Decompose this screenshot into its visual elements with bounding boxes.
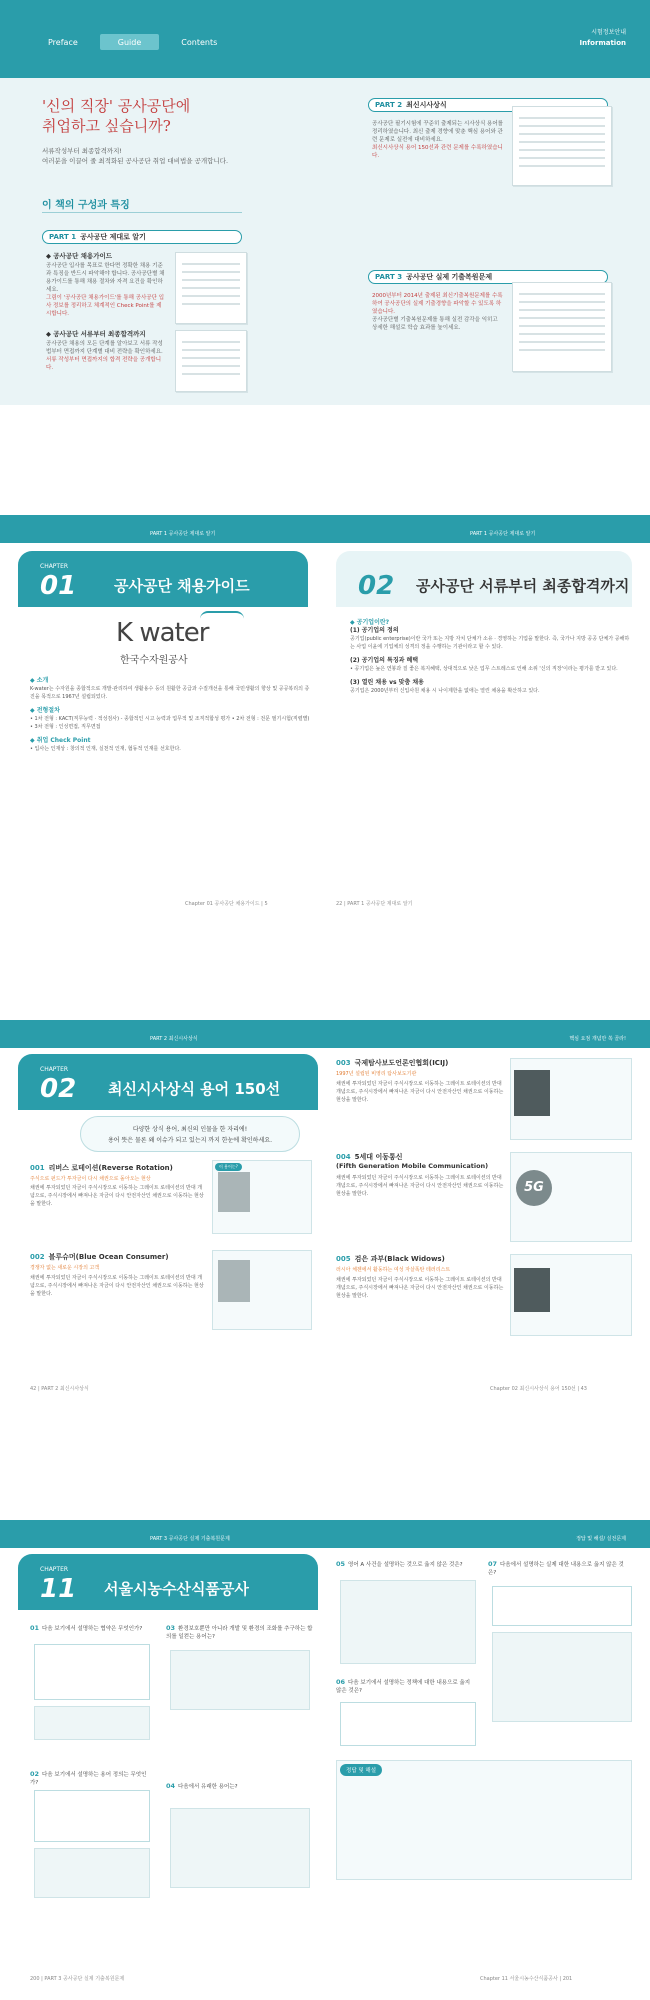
left-heading-1: ◆ 소개 bbox=[30, 677, 49, 684]
question-text: 다음 보기에서 설명하는 협약은 무엇인가? bbox=[42, 1626, 143, 1632]
question-06 bbox=[336, 1678, 476, 1695]
part1-body2: 공사공단 채용의 모든 단계를 알아보고 서류 작성법부터 면접까지 단계별 대비 전략을 확인하세요. bbox=[46, 341, 163, 355]
term-005-title bbox=[336, 1254, 445, 1264]
question-04-options bbox=[170, 1808, 310, 1888]
part1-title: 공사공단 제대로 알기 bbox=[80, 233, 146, 241]
part3-title: 공사공단 실제 기출복원문제 bbox=[406, 273, 493, 281]
question-03-options bbox=[170, 1650, 310, 1710]
term-003-subtitle: 1997년 설립된 비영리 탐사보도기관 bbox=[336, 1071, 417, 1077]
term-name: 국제탐사보도언론인협회(ICIJ) bbox=[354, 1059, 449, 1067]
chapter-11-header bbox=[18, 1554, 318, 1610]
nav-section-label bbox=[580, 28, 626, 49]
term-001-photo bbox=[218, 1172, 250, 1212]
term-005-photo bbox=[514, 1268, 550, 1312]
question-05-options bbox=[340, 1580, 476, 1664]
part2-highlight: 최신시사상식 용어 150선과 관련 문제를 수록하였습니다. bbox=[372, 145, 503, 159]
term-name: 블루슈머(Blue Ocean Consumer) bbox=[48, 1253, 169, 1261]
term-005-body: 채권에 투자되었던 자금이 주식시장으로 이동하는 그레이트 로테이션의 반대 개념으로, 주식시장에서 빠져나온 자금이 다시 안전자산인 채권으로 이동하는 현상을 말한다. bbox=[336, 1277, 504, 1299]
intro-desc-line1: 서류작성부터 최종합격까지! bbox=[42, 147, 123, 155]
question-number: 05 bbox=[336, 1560, 346, 1568]
question-01 bbox=[30, 1624, 150, 1633]
question-02 bbox=[30, 1770, 150, 1787]
bar-label-left: PART 1 공사공단 제대로 알기 bbox=[150, 531, 216, 537]
intro-lead bbox=[42, 96, 262, 166]
question-number: 02 bbox=[30, 1770, 40, 1778]
chapter-title: 공사공단 서류부터 최종합격까지 bbox=[416, 577, 630, 595]
logo-text: K water bbox=[116, 618, 209, 648]
chapter-number: 01 bbox=[40, 571, 77, 601]
part3-body: 공사공단별 기출복원문제를 통해 실전 감각을 익히고 상세한 해설로 학습 효과를 높이세요. bbox=[372, 317, 498, 331]
answer-panel bbox=[336, 1760, 632, 1880]
question-02-box bbox=[34, 1790, 150, 1842]
question-text: 다음에서 설명하는 실제 대한 내용으로 옳지 않은 것은? bbox=[488, 1562, 624, 1576]
chapter-label: CHAPTER bbox=[40, 1566, 69, 1573]
part2-body: 공사공단 필기시험에 꾸준히 출제되는 시사상식 용어를 정리하였습니다. 최신 출제 경향에 맞춘 핵심 용어와 관련 문제로 실전에 대비하세요. bbox=[372, 121, 503, 143]
divider bbox=[42, 212, 242, 213]
term-001-title bbox=[30, 1163, 173, 1173]
left-heading-2: ◆ 전형절차 bbox=[30, 707, 60, 714]
term-004-body: 채권에 투자되었던 자금이 주식시장으로 이동하는 그레이트 로테이션의 반대 개념으로, 주식시장에서 빠져나온 자금이 다시 안전자산인 채권으로 이동하는 현상을 말한다. bbox=[336, 1175, 504, 1197]
term-name: 5세대 이동통신 bbox=[354, 1153, 403, 1161]
right-subheading-1: (1) 공기업의 정의 bbox=[350, 627, 399, 634]
term-005-subtitle: 러시아 체첸에서 활동하는 여성 자살폭탄 테러리스트 bbox=[336, 1267, 451, 1273]
answer-panel-title: 정답 및 해설 bbox=[340, 1764, 382, 1776]
spread-exam bbox=[0, 1520, 650, 2000]
part1-highlight2: 서류 작성부터 면접까지의 합격 전략을 공개합니다. bbox=[46, 357, 162, 371]
intro-banner bbox=[80, 1116, 300, 1152]
side-label-badge: 이 용어는? bbox=[215, 1163, 242, 1171]
right-subheading-2: (2) 공기업의 특징과 혜택 bbox=[350, 657, 419, 664]
term-number: 003 bbox=[336, 1059, 351, 1067]
part-bar bbox=[0, 1520, 650, 1548]
right-para-2: • 공기업은 높은 연봉과 질 좋은 복지혜택, 상대적으로 낮은 업무 스트레스로 인해 소위 '신의 직장'이라는 평가를 받고 있다. bbox=[350, 666, 618, 672]
chapter-02-header bbox=[336, 551, 632, 607]
term-number: 004 bbox=[336, 1153, 351, 1161]
part2-title: 최신시사상식 bbox=[406, 101, 447, 109]
question-number: 03 bbox=[166, 1624, 176, 1632]
part1-sub2: ◆ 공사공단 서류부터 최종합격까지 bbox=[46, 330, 146, 338]
page-footer-right: Chapter 02 최신시사상식 용어 150선 | 43 bbox=[490, 1386, 587, 1392]
question-number: 04 bbox=[166, 1782, 176, 1790]
intro-desc-line2: 여러분을 이끌어 줄 최적화된 공사공단 취업 대비법을 공개합니다. bbox=[42, 157, 229, 165]
term-number: 001 bbox=[30, 1164, 45, 1172]
question-01-options bbox=[34, 1706, 150, 1740]
page-footer-left: Chapter 01 공사공단 채용가이드 | 5 bbox=[185, 901, 268, 907]
right-para-3: 공기업은 2000년부터 신입사원 채용 시 나이제한을 없애는 열린 채용을 확산하고 있다. bbox=[350, 688, 540, 694]
logo-subtitle: 한국수자원공사 bbox=[120, 655, 188, 666]
logo-wave-icon bbox=[200, 611, 244, 619]
part1-block2 bbox=[46, 330, 166, 372]
section-title: 이 책의 구성과 특징 bbox=[42, 200, 130, 211]
spread-chapter-1-2 bbox=[0, 515, 650, 915]
part-bar bbox=[0, 515, 650, 543]
question-06-box bbox=[340, 1702, 476, 1746]
term-001-subtitle: 주식으로 펀드가 투자금이 다시 채권으로 돌아오는 현상 bbox=[30, 1176, 151, 1182]
term-number: 002 bbox=[30, 1253, 45, 1261]
left-para-3: • 입사는 인재상 : 창의적 인재, 실천적 인재, 협동적 인재를 선호한다. bbox=[30, 746, 181, 752]
chapter-number: 02 bbox=[358, 571, 395, 601]
chapter-label: CHAPTER bbox=[40, 1066, 69, 1073]
part1-num: PART 1 bbox=[49, 233, 77, 241]
chapter-title: 서울시농수산식품공사 bbox=[104, 1580, 249, 1598]
question-number: 07 bbox=[488, 1560, 498, 1568]
question-number: 01 bbox=[30, 1624, 40, 1632]
part1-body1: 공사공단 입사를 목표로 한다면 정확한 채용 기준과 특징을 반드시 파악해야 합니다. 공사공단별 채용가이드를 통해 채용 절차와 자격 요건을 확인하세요. bbox=[46, 263, 165, 293]
banner-line2: 용어 뜻은 물론 왜 이슈가 되고 있는지 까지 한눈에 확인하세요. bbox=[108, 1137, 272, 1144]
question-03 bbox=[166, 1624, 316, 1641]
bar-label-right: PART 1 공사공단 제대로 알기 bbox=[470, 531, 536, 537]
tab-contents[interactable]: Contents bbox=[181, 38, 218, 47]
page-footer-left: 200 | PART 3 공사공단 실제 기출복원문제 bbox=[30, 1976, 125, 1982]
part3-num: PART 3 bbox=[375, 273, 403, 281]
right-subheading-3: (3) 열린 채용 vs 맞춤 채용 bbox=[350, 679, 424, 686]
question-01-box bbox=[34, 1644, 150, 1700]
term-003-body: 채권에 투자되었던 자금이 주식시장으로 이동하는 그레이트 로테이션의 반대 개념으로, 주식시장에서 빠져나온 자금이 다시 안전자산인 채권으로 이동하는 현상을 말한다. bbox=[336, 1081, 504, 1103]
left-para-1: K-water는 수자원을 종합적으로 개발·관리하여 생활용수 등의 원활한 공급과 수질개선을 통해 국민생활의 향상 및 공공복리의 증진을 목적으로 1967년 설립되었다. bbox=[30, 686, 310, 700]
guide-page bbox=[0, 0, 650, 405]
spread-terms bbox=[0, 1020, 650, 1400]
question-07 bbox=[488, 1560, 632, 1577]
left-heading-3: ◆ 취업 Check Point bbox=[30, 737, 91, 744]
question-text: 다음 보기에서 설명하는 용어 정의는 무엇인가? bbox=[30, 1772, 147, 1786]
question-07-options bbox=[492, 1632, 632, 1722]
term-002-body: 채권에 투자되었던 자금이 주식시장으로 이동하는 그레이트 로테이션의 반대 개념으로, 주식시장에서 빠져나온 자금이 다시 안전자산인 채권으로 이동하는 현상을 말한다. bbox=[30, 1275, 204, 1297]
term-number: 005 bbox=[336, 1255, 351, 1263]
intro-title bbox=[42, 96, 262, 136]
bar-label-right: 정답 및 해설/ 실전문제 bbox=[576, 1536, 626, 1542]
kwater-logo bbox=[116, 618, 208, 648]
question-text: 환경보호뿐만 아니라 개발 및 환경의 조화를 추구하는 합의를 일컫는 용어는? bbox=[166, 1626, 313, 1640]
chapter-title: 공사공단 채용가이드 bbox=[114, 577, 250, 595]
page-footer-left: 42 | PART 2 최신시사상식 bbox=[30, 1386, 89, 1392]
nav-section-en: Information bbox=[579, 39, 626, 47]
part3-highlight: 2000년부터 2014년 출제된 최신기출복원문제를 수록하여 공사공단의 실제 기출경향을 파악할 수 있도록 하였습니다. bbox=[372, 293, 503, 315]
term-003-title bbox=[336, 1058, 448, 1068]
question-number: 06 bbox=[336, 1678, 346, 1686]
term-004-title bbox=[336, 1152, 403, 1162]
left-para-2: • 1차 전형 : KACT(직무능력 · 적성검사) - 종합적인 시고 능력과 업무적 및 조직적합성 평가 • 2차 전형 : 전문 필기시험(직렬별) • 3차 전형 : 인성면접, 직무면접 bbox=[30, 716, 310, 730]
part1-highlight1: 그림이 '공사공단 채용가이드'를 통해 공사공단 입사 정보를 정리하고 체계적인 Check Point를 제시합니다. bbox=[46, 295, 165, 317]
part1-sub1: ◆ 공사공단 채용가이드 bbox=[46, 252, 113, 260]
top-nav-bar bbox=[0, 0, 650, 78]
tab-guide[interactable]: Guide bbox=[100, 34, 160, 50]
intro-title-line2: 취업하고 싶습니까? bbox=[42, 117, 171, 135]
nav-section-ko: 시험정보안내 bbox=[591, 29, 626, 36]
term-002-title bbox=[30, 1252, 169, 1262]
chapter-01-header bbox=[18, 551, 308, 607]
chapter-number: 11 bbox=[40, 1574, 77, 1604]
right-heading-1: ◆ 공기업이란? bbox=[350, 619, 390, 626]
part3-thumb bbox=[512, 282, 612, 372]
term-003-photo bbox=[514, 1070, 550, 1116]
term-002-photo bbox=[218, 1260, 250, 1302]
chapter-label: CHAPTER bbox=[40, 563, 69, 570]
chapter-title: 최신시사상식 용어 150선 bbox=[108, 1080, 281, 1098]
term-name: 검은 과부(Black Widows) bbox=[354, 1255, 445, 1263]
question-07-box bbox=[492, 1586, 632, 1626]
5g-badge-text: 5G bbox=[524, 1180, 544, 1195]
page-footer-right: Chapter 11 서울시농수산식품공사 | 201 bbox=[480, 1976, 573, 1982]
part-bar bbox=[0, 1020, 650, 1048]
part1-pill bbox=[42, 230, 242, 244]
part2-block bbox=[372, 120, 504, 160]
part1-thumb1 bbox=[175, 252, 247, 324]
part2-num: PART 2 bbox=[375, 101, 403, 109]
question-text: 다음에서 유래한 용어는? bbox=[178, 1784, 238, 1790]
intro-desc bbox=[42, 146, 262, 166]
right-content bbox=[350, 619, 630, 695]
question-04 bbox=[166, 1782, 316, 1791]
part1-block1 bbox=[46, 252, 166, 318]
term-002-subtitle: 경쟁자 없는 새로운 시장의 고객 bbox=[30, 1265, 100, 1271]
5g-icon bbox=[516, 1170, 552, 1206]
left-content bbox=[30, 677, 310, 753]
bar-label: PART 2 최신시사상식 bbox=[150, 1036, 198, 1042]
bar-label-right: 핵심 요점 개념만 쏙 골라! bbox=[569, 1036, 626, 1042]
tab-preface[interactable]: Preface bbox=[48, 38, 78, 47]
question-text: 다음 보기에서 설명하는 정책에 대한 내용으로 옳지 않은 것은? bbox=[336, 1680, 471, 1694]
chapter-number: 02 bbox=[40, 1074, 77, 1104]
intro-title-line1: '신의 직장' 공사공단에 bbox=[42, 97, 191, 115]
part1-thumb2 bbox=[175, 330, 247, 392]
question-05 bbox=[336, 1560, 476, 1569]
term-004-subtitle: (Fifth Generation Mobile Communication) bbox=[336, 1162, 489, 1170]
part2-thumb bbox=[512, 106, 612, 186]
right-para-1: 공기업(public enterprise)이란 국가 또는 지방 자치 단체가 소유 · 경영하는 기업을 말한다. 즉, 국가나 지방 공공 단체가 공해하는 사업 이윤에 기업체의 성격의 정을 수행하는 기관이라고 할 수 있다. bbox=[350, 636, 630, 650]
chapter-02-header bbox=[18, 1054, 318, 1110]
question-02-options bbox=[34, 1848, 150, 1898]
page-footer-right: 22 | PART 1 공사공단 제대로 알기 bbox=[336, 901, 413, 907]
term-name: 리버스 로테이션(Reverse Rotation) bbox=[48, 1164, 173, 1172]
banner-line1: 다양한 상식 용어, 최신의 인물을 한 자리에! bbox=[132, 1126, 248, 1133]
question-text: 영어 A 사건을 설명하는 것으로 옳지 않은 것은? bbox=[348, 1562, 463, 1568]
bar-label: PART 3 공사공단 실제 기출복원문제 bbox=[150, 1536, 230, 1542]
term-001-body: 채권에 투자되었던 자금이 주식시장으로 이동하는 그레이트 로테이션의 반대 개념으로, 주식시장에서 빠져나온 자금이 다시 안전자산인 채권으로 이동하는 현상을 말한다. bbox=[30, 1185, 204, 1207]
part3-block bbox=[372, 292, 504, 332]
